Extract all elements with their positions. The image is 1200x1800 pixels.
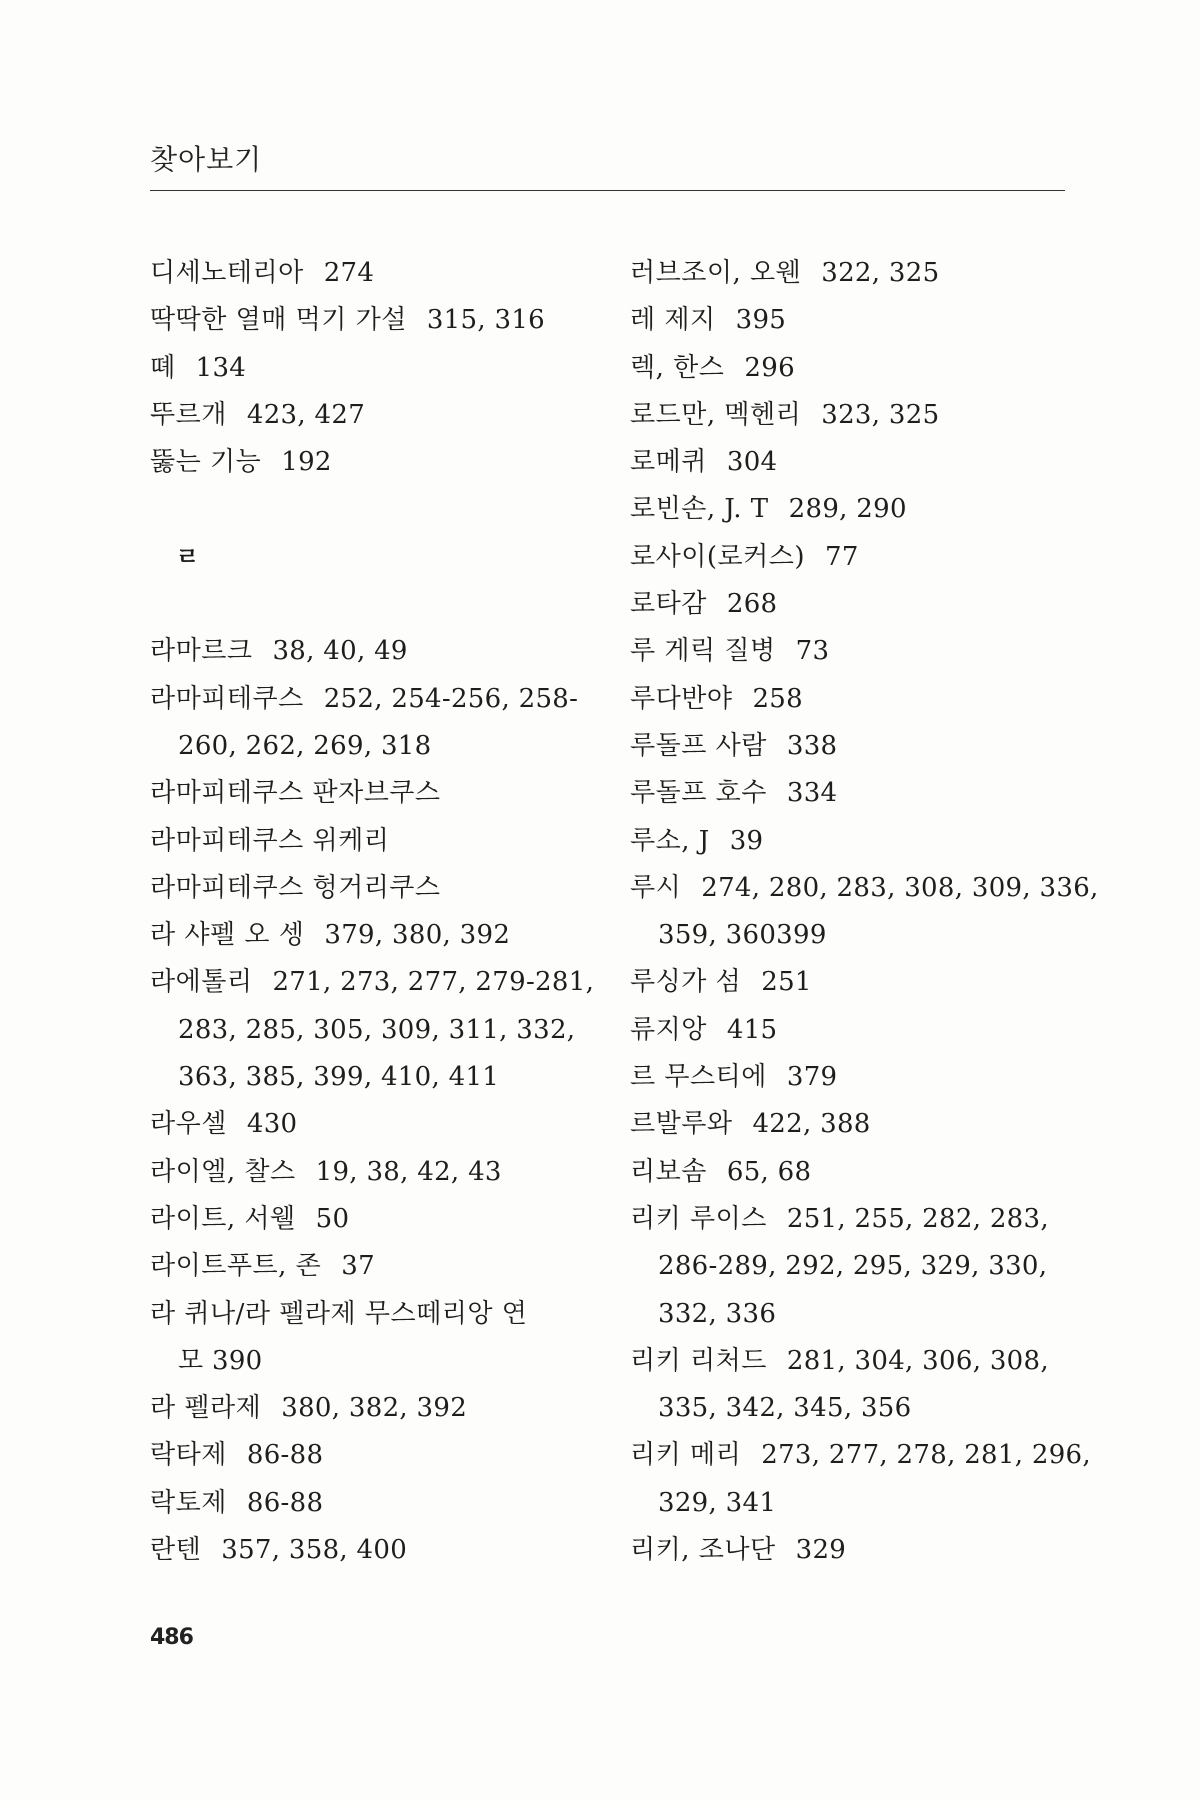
index-pages: 77 — [824, 541, 859, 572]
index-pages: 258 — [752, 683, 803, 714]
index-entry — [630, 1007, 1070, 1054]
index-pages-continued: 260, 262, 269, 318 — [178, 730, 432, 761]
index-pages: 423, 427 — [246, 399, 366, 430]
index-term: 르 무스티에 — [630, 1062, 767, 1093]
index-term: 라마피테쿠스 헝거리쿠스 — [150, 872, 441, 903]
index-pages: 39 — [729, 825, 764, 856]
index-term: 란텐 — [150, 1535, 202, 1566]
index-pages: 37 — [341, 1251, 375, 1282]
index-entry — [150, 818, 590, 865]
index-pages: 274 — [323, 258, 375, 288]
index-pages: 379, 380, 392 — [324, 920, 511, 951]
index-entry — [630, 1338, 1070, 1385]
index-pages-continued: 359, 360399 — [658, 920, 827, 951]
index-term: 라마피테쿠스 판자브쿠스 — [150, 778, 441, 809]
index-entry — [630, 392, 1070, 439]
index-pages: 19, 38, 42, 43 — [315, 1156, 502, 1187]
index-term: 레 제지 — [630, 305, 716, 336]
index-entry — [630, 1432, 1091, 1479]
index-entry — [150, 770, 590, 817]
index-term: 러브조이, 오웬 — [630, 258, 802, 288]
index-pages: 65, 68 — [726, 1156, 812, 1187]
index-term: 로메퀴 — [630, 447, 707, 478]
index-entry — [630, 581, 1070, 628]
index-term: 루다반야 — [630, 683, 733, 714]
spacer — [150, 486, 590, 533]
index-entry — [150, 676, 590, 723]
index-entry — [630, 818, 1070, 865]
index-pages: 323, 325 — [821, 399, 940, 430]
index-pages: 380, 382, 392 — [281, 1393, 468, 1424]
index-term: 라 샤펠 오 셍 — [150, 920, 305, 951]
index-pages: 357, 358, 400 — [221, 1535, 408, 1566]
index-entry-continuation — [630, 1291, 1070, 1338]
index-entry — [630, 250, 1070, 297]
running-header — [150, 140, 1065, 191]
index-term: 루싱가 섬 — [630, 967, 742, 998]
index-column-right — [630, 250, 1099, 1574]
index-entry — [630, 865, 1099, 912]
index-entry — [630, 534, 1070, 581]
index-entry — [150, 1385, 590, 1432]
section-heading: ㄹ — [176, 542, 200, 571]
index-term: 로드만, 멕헨리 — [630, 399, 802, 430]
index-entry — [150, 628, 590, 675]
index-pages: 415 — [726, 1014, 778, 1045]
index-entry — [630, 345, 1070, 392]
index-term: 로타감 — [630, 589, 707, 620]
index-entry — [150, 912, 590, 959]
index-column-left — [150, 250, 595, 1574]
index-term: 루 게릭 질병 — [630, 636, 776, 667]
index-entry — [150, 345, 590, 392]
index-pages: 273, 277, 278, 281, 296, — [761, 1440, 1091, 1471]
index-entry — [150, 297, 590, 344]
index-pages: 338 — [786, 730, 838, 761]
index-term: 라이트푸트, 존 — [150, 1251, 322, 1282]
index-entry — [630, 297, 1070, 344]
index-pages: 73 — [795, 636, 830, 667]
index-pages-continued: 283, 285, 305, 309, 311, 332, — [178, 1014, 576, 1045]
index-pages: 252, 254-256, 258- — [323, 683, 579, 714]
index-term: 뗴 — [150, 352, 176, 383]
index-entry — [150, 865, 590, 912]
index-entry — [630, 1149, 1070, 1196]
index-term: 라이트, 서웰 — [150, 1203, 296, 1234]
index-term: 라 퀴나/라 펠라제 무스떼리앙 연 — [150, 1298, 528, 1329]
index-term: 리키 메리 — [630, 1440, 742, 1471]
index-term: 뚜르개 — [150, 399, 227, 430]
index-entry — [150, 1196, 590, 1243]
index-term: 리키 리처드 — [630, 1345, 767, 1376]
index-pages: 379 — [786, 1062, 838, 1093]
index-entry-continuation — [150, 1338, 590, 1385]
index-pages: 192 — [281, 447, 332, 478]
index-entry-continuation — [150, 1007, 590, 1054]
index-entry-continuation — [150, 723, 590, 770]
index-entry — [630, 676, 1070, 723]
index-pages: 268 — [726, 589, 778, 620]
index-term: 뚫는 기능 — [150, 447, 262, 478]
index-entry — [150, 250, 590, 297]
page-number: 486 — [150, 1625, 193, 1650]
index-pages: 304 — [726, 447, 778, 478]
index-pages: 289, 290 — [788, 494, 907, 525]
index-term: 리키, 조나단 — [630, 1535, 776, 1566]
index-entry — [150, 439, 590, 486]
index-term: 라이엘, 찰스 — [150, 1156, 296, 1187]
index-pages: 50 — [315, 1203, 350, 1234]
index-pages-continued: 335, 342, 345, 356 — [658, 1393, 912, 1424]
index-pages: 86-88 — [246, 1440, 324, 1471]
index-term: 리키 루이스 — [630, 1203, 767, 1234]
index-term: 리보솜 — [630, 1156, 707, 1187]
index-entry — [150, 959, 595, 1006]
index-pages: 315, 316 — [426, 305, 546, 336]
index-entry — [630, 1527, 1070, 1574]
index-entry — [630, 628, 1070, 675]
index-term: 루소, J — [630, 825, 710, 856]
index-entry-continuation — [630, 1480, 1070, 1527]
index-pages: 271, 273, 277, 279-281, — [272, 967, 595, 998]
index-pages: 251, 255, 282, 283, — [786, 1203, 1049, 1234]
index-entry — [150, 392, 590, 439]
index-entry — [630, 1101, 1070, 1148]
index-term: 락타제 — [150, 1440, 227, 1471]
index-pages: 334 — [786, 778, 838, 809]
index-pages-continued: 286-289, 292, 295, 329, 330, — [658, 1251, 1048, 1282]
index-entry-continuation — [630, 1385, 1070, 1432]
index-term: 라마피테쿠스 위케리 — [150, 825, 390, 856]
index-pages: 329 — [795, 1535, 847, 1566]
index-term: 라마피테쿠스 — [150, 683, 304, 714]
index-pages: 134 — [195, 352, 247, 383]
index-pages: 86-88 — [246, 1487, 324, 1518]
index-entry — [150, 1149, 590, 1196]
index-term: 로사이(로커스) — [630, 541, 805, 572]
page-title: 찾아보기 — [150, 143, 263, 176]
index-entry — [630, 959, 1070, 1006]
index-entry — [630, 770, 1070, 817]
index-entry-continuation — [150, 1054, 590, 1101]
index-entry — [150, 1243, 590, 1290]
index-entry — [150, 1432, 590, 1479]
index-term: 로빈손, J. T — [630, 494, 769, 525]
index-entry — [150, 1527, 590, 1574]
index-pages: 296 — [744, 352, 795, 383]
index-pages: 422, 388 — [752, 1109, 871, 1140]
index-pages: 430 — [246, 1109, 298, 1140]
index-pages-continued: 332, 336 — [658, 1298, 777, 1329]
index-term: 루돌프 사람 — [630, 730, 767, 761]
index-entry — [630, 486, 1070, 533]
index-entry — [630, 723, 1070, 770]
index-pages-continued: 329, 341 — [658, 1487, 777, 1518]
index-entry — [630, 1054, 1070, 1101]
index-pages: 251 — [761, 967, 812, 998]
index-pages: 38, 40, 49 — [272, 636, 408, 667]
index-entry — [150, 1101, 590, 1148]
index-pages: 281, 304, 306, 308, — [786, 1345, 1049, 1376]
index-entry — [150, 1480, 590, 1527]
index-term: 락토제 — [150, 1487, 227, 1518]
index-term: 라마르크 — [150, 636, 253, 667]
index-pages: 274, 280, 283, 308, 309, 336, — [701, 872, 1099, 903]
index-term: 루시 — [630, 872, 682, 903]
index-term: 라 펠라제 — [150, 1393, 262, 1424]
spacer — [150, 581, 590, 628]
index-pages: 322, 325 — [821, 258, 940, 288]
index-term: 라에톨리 — [150, 967, 253, 998]
index-term: 렉, 한스 — [630, 352, 725, 383]
index-term: 딱딱한 열매 먹기 가설 — [150, 305, 407, 336]
index-entry — [630, 439, 1070, 486]
index-entry — [630, 1196, 1070, 1243]
index-entry-continuation — [630, 912, 1070, 959]
index-term: 루돌프 호수 — [630, 778, 767, 809]
index-pages-continued: 363, 385, 399, 410, 411 — [178, 1062, 500, 1093]
index-term: 르발루와 — [630, 1109, 733, 1140]
index-entry-continuation — [630, 1243, 1070, 1290]
index-pages: 395 — [735, 305, 787, 336]
index-entry — [150, 1291, 590, 1338]
index-pages-continued: 모 390 — [178, 1345, 263, 1376]
index-term: 라우셀 — [150, 1109, 227, 1140]
index-term: 디세노테리아 — [150, 258, 304, 288]
index-term: 류지앙 — [630, 1014, 707, 1045]
